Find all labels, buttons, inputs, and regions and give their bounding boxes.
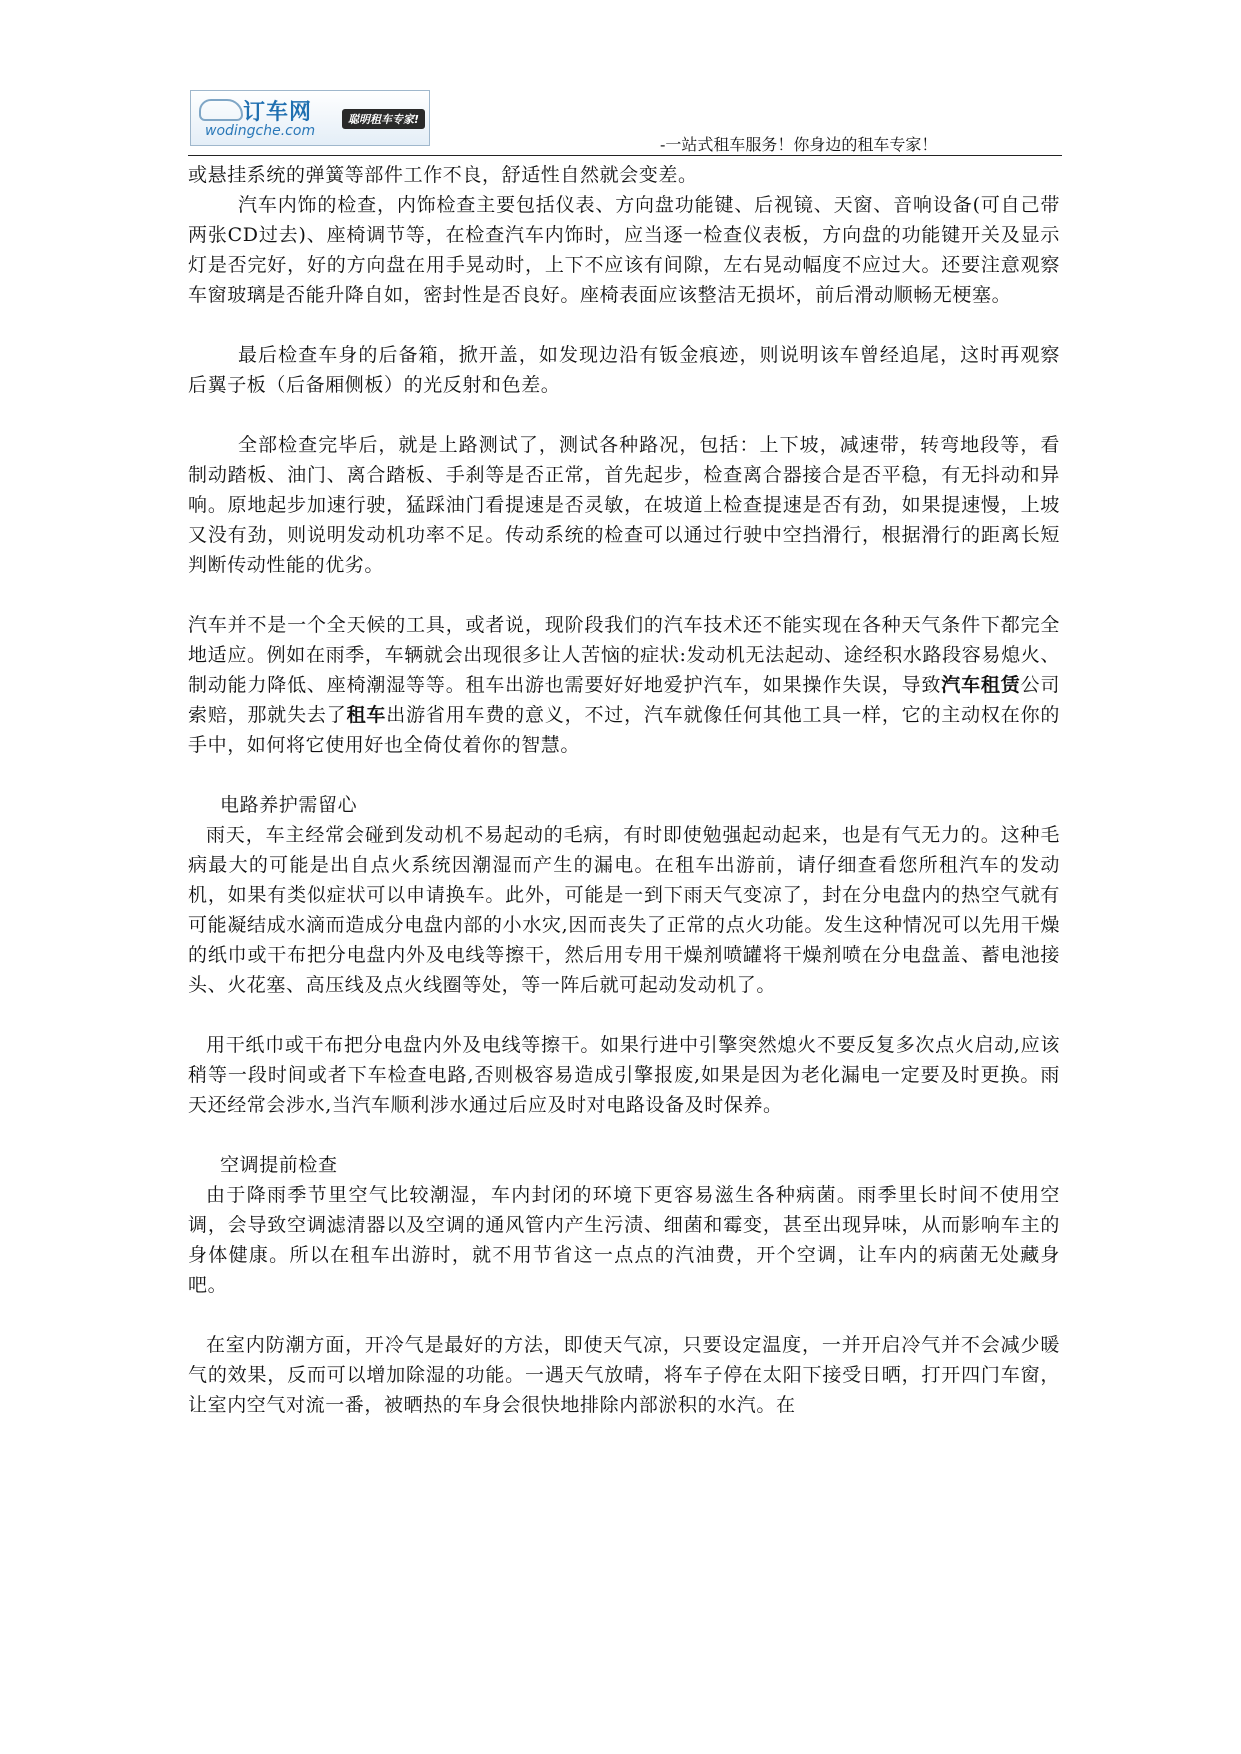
- header-divider: [188, 155, 1062, 156]
- paragraph: 用干纸巾或干布把分电盘内外及电线等擦干。如果行进中引擎突然熄火不要反复多次点火启动,应该稍等一段时间或者下车检查电路,否则极容易造成引擎报废,如果是因为老化漏电一定要及时更换。雨天还经常会涉水,当汽车顺利涉水通过后应及时对电路设备及时保养。: [188, 1034, 1060, 1116]
- paragraph: 雨天，车主经常会碰到发动机不易起动的毛病，有时即使勉强起动起来，也是有气无力的。这种毛病最大的可能是出自点火系统因潮湿而产生的漏电。在租车出游前，请仔细查看您所租汽车的发动机，如果有类似症状可以申请换车。此外，可能是一到下雨天气变凉了，封在分电盘内的热空气就有可能凝结成水滴而造成分电盘内部的小水灾,因而丧失了正常的点火功能。发生这种情况可以先用干燥的纸巾或干布把分电盘内外及电线等擦干，然后用专用干燥剂喷罐将干燥剂喷在分电盘盖、蓄电池接头、火花塞、高压线及点火线圈等处，等一阵后就可起动发动机了。: [188, 824, 1060, 996]
- paragraph: 由于降雨季节里空气比较潮湿，车内封闭的环境下更容易滋生各种病菌。雨季里长时间不使用空调，会导致空调滤清器以及空调的通风管内产生污渍、细菌和霉变，甚至出现异味，从而影响车主的身体健康。所以在租车出游时，就不用节省这一点点的汽油费，开个空调，让车内的病菌无处藏身吧。: [188, 1184, 1060, 1296]
- paragraph: 全部检查完毕后，就是上路测试了，测试各种路况，包括：上下坡，减速带，转弯地段等，看制动踏板、油门、离合踏板、手刹等是否正常，首先起步，检查离合器接合是否平稳，有无抖动和异响。原地起步加速行驶，猛踩油门看提速是否灵敏，在坡道上检查提速是否有劲，如果提速慢，上坡又没有劲，则说明发动机功率不足。传动系统的检查可以通过行驶中空挡滑行，根据滑行的距离长短判断传动性能的优劣。: [188, 434, 1060, 576]
- car-outline-icon: [199, 99, 243, 121]
- paragraph: 在室内防潮方面，开冷气是最好的方法，即使天气凉，只要设定温度，一并开启冷气并不会减少暖气的效果，反而可以增加除湿的功能。一遇天气放晴，将车子停在太阳下接受日晒，打开四门车窗，让室内空气对流一番，被晒热的车身会很快地排除内部淤积的水汽。在: [188, 1334, 1060, 1416]
- paragraph: 汽车内饰的检查，内饰检查主要包括仪表、方向盘功能键、后视镜、天窗、音响设备(可自己带两张CD过去)、座椅调节等，在检查汽车内饰时，应当逐一检查仪表板，方向盘的功能键开关及显示灯是否完好，好的方向盘在用手晃动时，上下不应该有间隙，左右晃动幅度不应过大。还要注意观察车窗玻璃是否能升降自如，密封性是否良好。座椅表面应该整洁无损坏，前后滑动顺畅无梗塞。: [188, 194, 1060, 306]
- bold-term: 租车: [346, 704, 387, 726]
- bold-term: 汽车租赁: [941, 674, 1021, 696]
- header-tagline: -一站式租车服务！你身边的租车专家！: [660, 135, 938, 154]
- text-run: 公司索赔，那就失去了: [188, 674, 1061, 726]
- paragraph: 或悬挂系统的弹簧等部件工作不良，舒适性自然就会变差。: [188, 164, 698, 186]
- text-run: 汽车并不是一个全天候的工具，或者说，现阶段我们的汽车技术还不能实现在各种天气条件下都完全地适应。例如在雨季，车辆就会出现很多让人苦恼的症状:发动机无法起动、途经积水路段容易熄火、制动能力降低、座椅潮湿等等。租车出游也需要好好地爱护汽车，如果操作失误，导致: [188, 614, 1060, 696]
- logo-name: 订车网: [243, 100, 313, 125]
- document-body: [188, 160, 1060, 1420]
- section-heading: 空调提前检查: [220, 1154, 338, 1176]
- section-heading: 电路养护需留心: [220, 794, 358, 816]
- logo: [190, 90, 430, 146]
- logo-domain: wodingche.com: [205, 123, 316, 139]
- paragraph: [188, 610, 1060, 760]
- text-run: 出游省用车费的意义，不过，汽车就像任何其他工具一样，它的主动权在你的手中，如何将它使用好也全倚仗着你的智慧。: [188, 704, 1061, 756]
- logo-slogan: 聪明租车专家!: [342, 109, 425, 129]
- paragraph: 最后检查车身的后备箱，掀开盖，如发现边沿有钣金痕迹，则说明该车曾经追尾，这时再观察后翼子板（后备厢侧板）的光反射和色差。: [188, 344, 1060, 396]
